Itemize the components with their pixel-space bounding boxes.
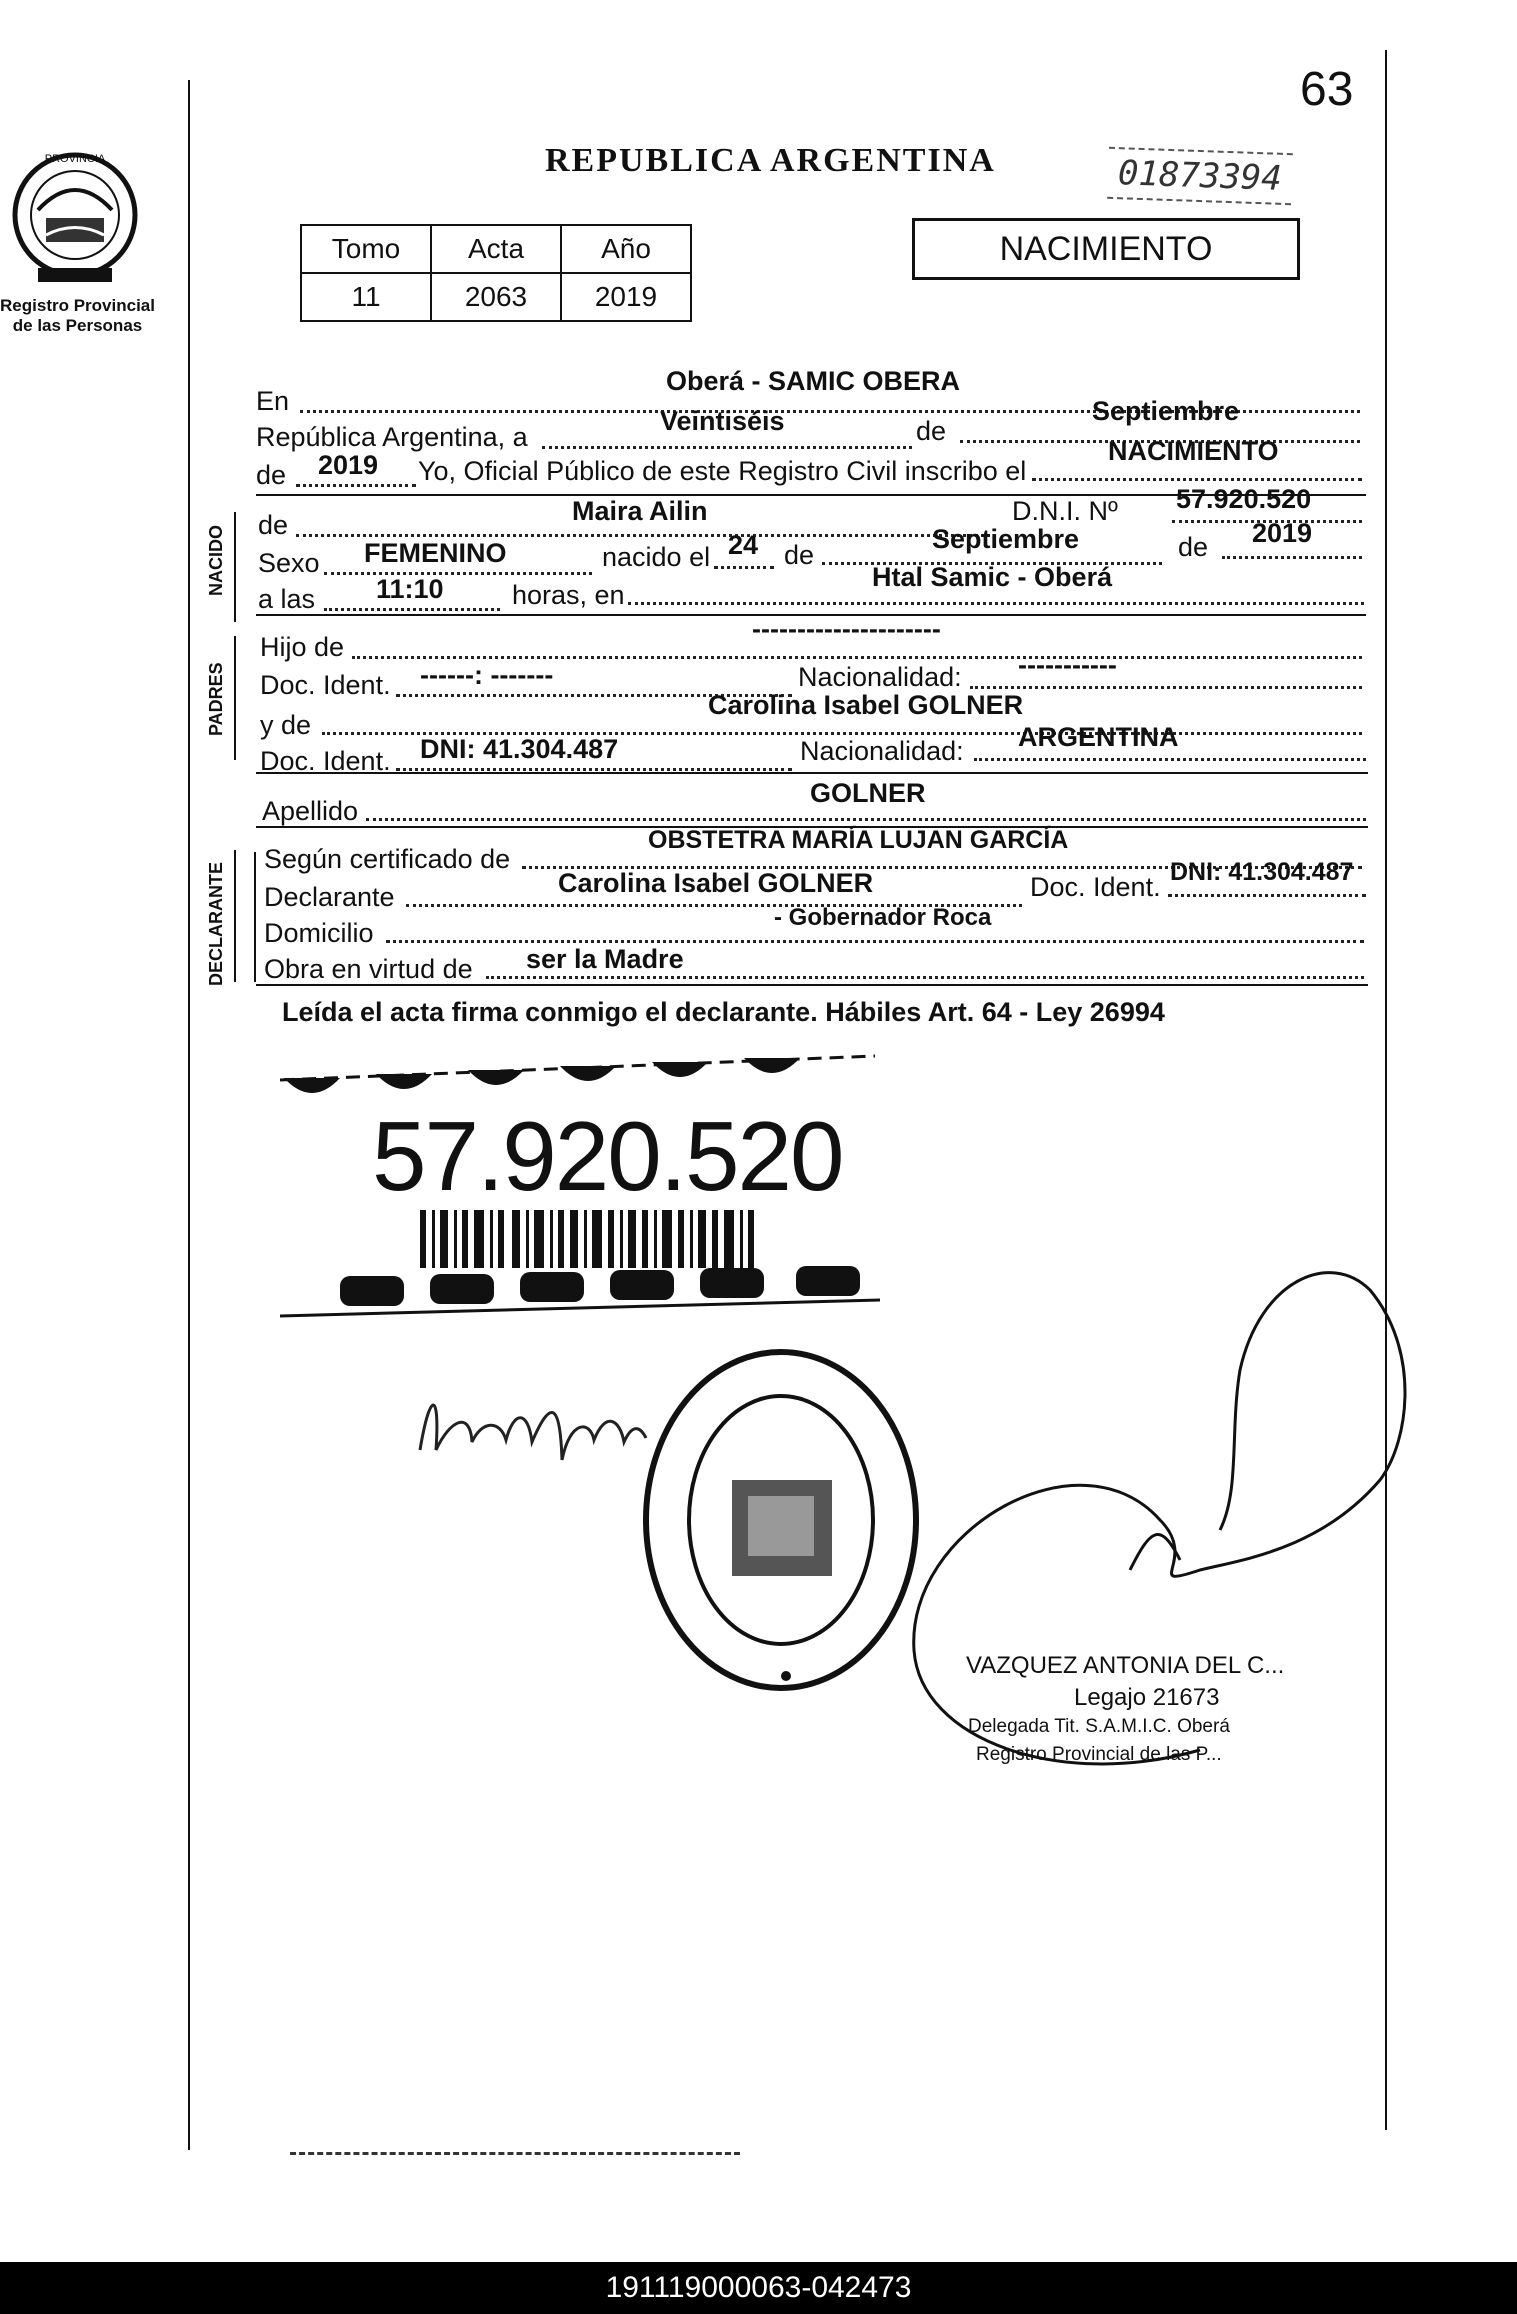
year-dots — [296, 484, 416, 487]
record-type-box: NACIMIENTO — [912, 218, 1300, 280]
logo-caption — [0, 296, 155, 336]
doc2-value: DNI: 41.304.487 — [420, 734, 619, 764]
en-label: En — [256, 386, 290, 416]
page-number: 63 — [1300, 63, 1354, 116]
place-value: Htal Samic - Oberá — [872, 562, 1113, 592]
apellido-dots — [366, 818, 1366, 821]
official-stamp-line3: Delegada Tit. S.A.M.I.C. Oberá — [968, 1716, 1230, 1737]
record-table-header-row — [301, 225, 691, 273]
header-anio: Año — [561, 225, 691, 273]
domicilio-label: Domicilio — [264, 918, 374, 948]
declarante-section-label: DECLARANTE — [206, 862, 226, 986]
svg-text:PROVINCIA: PROVINCIA — [44, 153, 106, 165]
birth-month: Septiembre — [932, 524, 1080, 554]
declarante-doc-label: Doc. Ident. — [1030, 872, 1161, 902]
value-tomo: 11 — [301, 273, 431, 321]
name-value: Maira Ailin — [572, 496, 708, 526]
declarante-divider — [256, 984, 1368, 986]
dni-sticker-number: 57.920.520 — [372, 1101, 843, 1211]
record-table — [300, 224, 692, 322]
inscribo-value: NACIMIENTO — [1108, 436, 1279, 466]
de-label: de — [916, 416, 947, 446]
bottom-dashes — [290, 2152, 740, 2155]
obra-dots — [486, 976, 1364, 979]
value-acta: 2063 — [431, 273, 561, 321]
month-value: Septiembre — [1092, 396, 1240, 426]
domicilio-value: - Gobernador Roca — [774, 904, 992, 931]
certificado-label: Según certificado de — [264, 844, 511, 874]
sexo-value: FEMENINO — [364, 538, 507, 568]
yo-label: Yo, Oficial Público de este Registro Civil inscribo el — [418, 456, 1027, 486]
apellido-label: Apellido — [262, 796, 359, 826]
declarante-inner-bar — [254, 852, 256, 982]
doc-label: Doc. Ident. — [260, 670, 391, 700]
year-value: 2019 — [318, 450, 379, 480]
hijo-label: Hijo de — [260, 632, 345, 662]
footer-code: 191119000063-042473 — [0, 2262, 1517, 2314]
sexo-label: Sexo — [258, 548, 320, 578]
birthyear-dots — [1222, 556, 1362, 559]
mother-value: Carolina Isabel GOLNER — [708, 690, 1024, 720]
dni-label: D.N.I. Nº — [1012, 496, 1118, 526]
alas-label: a las — [258, 584, 316, 614]
padres-divider — [256, 772, 1368, 774]
declarant-signature — [410, 1380, 650, 1470]
closing-statement: Leída el acta firma conmigo el declarante. Hábiles Art. 64 - Ley 26994 — [282, 997, 1165, 1027]
nac2-value: ARGENTINA — [1018, 722, 1179, 752]
nacido-el-label: nacido el — [602, 542, 711, 572]
official-stamp-line2: Legajo 21673 — [1074, 1684, 1220, 1711]
nac-label: Nacionalidad: — [798, 662, 962, 692]
doc2-label: Doc. Ident. — [260, 746, 391, 776]
place-dots — [628, 602, 1364, 605]
apellido-value: GOLNER — [810, 778, 926, 808]
declarante-doc-value: DNI: 41.304.487 — [1170, 858, 1354, 886]
doc2-dots — [396, 768, 792, 771]
yde-label: y de — [260, 710, 312, 740]
republica-label: República Argentina, a — [256, 422, 528, 452]
declarante-value: Carolina Isabel GOLNER — [558, 868, 874, 898]
declarante-bar — [234, 850, 236, 982]
logo-caption-line2: de las Personas — [12, 316, 143, 335]
padres-section-label: PADRES — [206, 662, 226, 736]
day-dots — [542, 446, 912, 449]
inscribo-dots — [1032, 478, 1362, 481]
nac2-label: Nacionalidad: — [800, 736, 964, 766]
nacido-section-label: NACIDO — [206, 525, 226, 596]
logo-caption-line1: Registro Provincial — [0, 296, 155, 315]
delegation-round-stamp — [636, 1340, 926, 1700]
time-value: 11:10 — [376, 574, 444, 604]
domicilio-dots — [386, 940, 1364, 943]
nacido-bar — [234, 512, 236, 622]
hijo-dots — [352, 656, 1362, 659]
birth-day: 24 — [728, 530, 759, 560]
doc-value: ------: ------- — [420, 660, 554, 690]
serial-number: 01873394 — [1107, 147, 1292, 205]
nac-dots — [970, 686, 1362, 689]
obra-label: Obra en virtud de — [264, 954, 473, 984]
certificado-value: OBSTETRA MARÍA LUJAN GARCÍA — [648, 826, 1069, 854]
declarante-label: Declarante — [264, 882, 395, 912]
record-table-value-row — [301, 273, 691, 321]
nac2-dots — [974, 758, 1366, 761]
name-dots-line — [296, 534, 996, 537]
birth-year: 2019 — [1252, 518, 1313, 548]
official-stamp-line1: VAZQUEZ ANTONIA DEL C... — [966, 1652, 1285, 1679]
de-label-2: de — [256, 460, 287, 490]
birthday-dots — [714, 566, 774, 569]
hijo-value: --------------------- — [752, 614, 941, 644]
dni-value: 57.920.520 — [1176, 484, 1312, 514]
left-border — [188, 80, 190, 2150]
header-acta: Acta — [431, 225, 561, 273]
birth-de-label-2: de — [1178, 532, 1209, 562]
declarante-doc-dots — [1168, 894, 1366, 897]
province-seal-icon — [8, 140, 142, 290]
padres-bar — [234, 636, 236, 760]
header-tomo: Tomo — [301, 225, 431, 273]
time-dots — [324, 608, 500, 611]
birth-de-label: de — [784, 540, 815, 570]
country-title: REPUBLICA ARGENTINA — [545, 142, 996, 179]
nac-value: ----------- — [1018, 650, 1117, 680]
obra-value: ser la Madre — [526, 944, 684, 974]
en-value: Oberá - SAMIC OBERA — [666, 366, 961, 396]
official-stamp-line4: Registro Provincial de las P... — [976, 1744, 1222, 1765]
nacido-de-label: de — [258, 510, 289, 540]
horas-label: horas, en — [512, 580, 625, 610]
day-value: Veintiséis — [660, 406, 785, 436]
value-anio: 2019 — [561, 273, 691, 321]
sexo-dots — [324, 572, 592, 575]
